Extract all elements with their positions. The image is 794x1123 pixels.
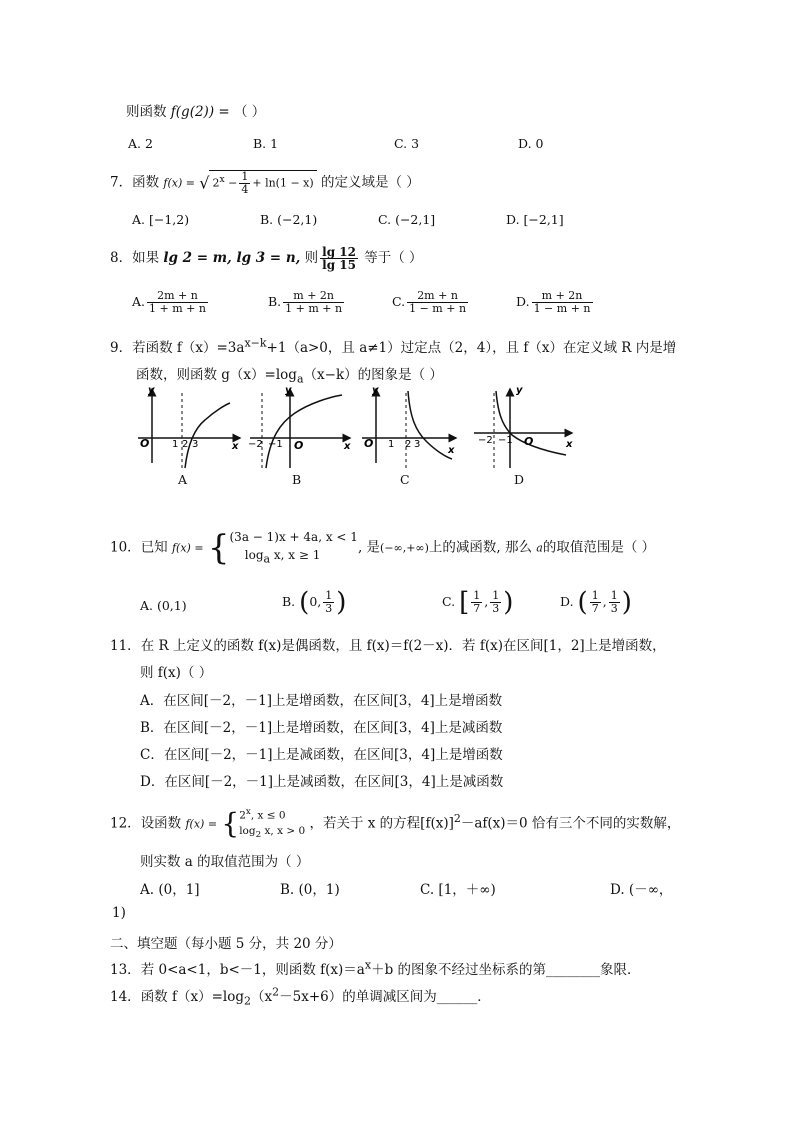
q7-stem-b: 的定义域是（ ） [320, 174, 420, 191]
q8-option-d [516, 290, 595, 315]
q11-option-a: A．在区间[－2，－1]上是增函数，在区间[3，4]上是增函数 [140, 693, 503, 709]
q8-frac-n: lg 12 [322, 245, 356, 259]
q10-option-c: C. [ $\frac{1}{7}$ , $\frac{1}{3}$ ) [442, 587, 514, 618]
q11-option-b: B．在区间[－2，－1]上是增函数，在区间[3，4]上是减函数 [140, 720, 503, 736]
svg-text:3: 3 [414, 439, 421, 450]
q10-option-d-label: D. [560, 594, 574, 609]
q13-text: 若 0<a<1，b<－1，则函数 f(x)＝a [140, 962, 365, 978]
q7-option-d: D. [−2,1] [506, 212, 564, 227]
q10-d2-d: 3 [610, 602, 618, 615]
q11-option-d: D．在区间[－2，－1]上是减函数，在区间[3，4]上是减函数 [140, 774, 504, 790]
q10-option-b-label: B. [282, 594, 296, 609]
svg-text:x: x [232, 441, 239, 452]
q8-option-b-n: m + 2n [283, 290, 344, 303]
q8-option-b [268, 290, 346, 315]
q9-line2a: 函数，则函数 g（x）=log [136, 367, 297, 383]
q8-option-b-d: 1 + m + n [285, 302, 343, 315]
q8-condition: lg 2 = m, lg 3 = n, [163, 250, 301, 266]
q6-option-b: B. 1 [253, 136, 279, 151]
graph-a [138, 385, 240, 468]
q7-option-b: B. (−2,1) [260, 212, 318, 227]
graph-d [474, 385, 573, 468]
q7-frac [239, 171, 250, 196]
q10-case2-sub: a [263, 552, 271, 566]
graph-label-a: A [178, 472, 188, 487]
q14-number: 14． [110, 989, 141, 1005]
q8-option-c-frac [407, 290, 468, 315]
q10-b-n: 1 [325, 589, 333, 602]
q9-line1b: +1（a>0，且 a≠1）过定点（2，4），且 f（x）在定义域 R 内是增 [266, 340, 677, 356]
q11-option-c: C．在区间[－2，－1]上是减函数，在区间[3，4]上是增函数 [140, 747, 503, 763]
q8-stem-a: 如果 [132, 250, 160, 266]
svg-text:−1: −1 [498, 435, 513, 446]
q13-sup: x [364, 958, 372, 972]
q11-line1-text: 在 R 上定义的函数 f(x)是偶函数，且 f(x)＝f(2－x)．若 f(x)在区间[1，2]上是增函数， [140, 638, 666, 654]
q8-stem-b: 则 [304, 250, 319, 266]
q11-line2: 则 f(x)（ ） [140, 665, 213, 681]
q12-option-b: B. (0，1) [280, 882, 340, 898]
q8-option-d-d: 1 − m + n [533, 302, 591, 315]
q10-option-d: D. ( $\frac{1}{7}$ , $\frac{1}{3}$ ) [560, 587, 632, 618]
q7-root-c: − [228, 176, 238, 190]
q10-d-frac2 [609, 590, 620, 615]
q10-b-d: 3 [325, 602, 333, 615]
q12-line2: 则实数 a 的取值范围为（ ） [140, 854, 310, 870]
q7-expr: f(x) = [163, 176, 195, 190]
q14-text2: （x [251, 989, 273, 1005]
q10-c1-d: 7 [473, 602, 481, 615]
svg-text:2: 2 [405, 439, 412, 450]
q10-stem-c: 上的减函数, 那么 [428, 539, 532, 556]
graph-label-d: D [514, 472, 525, 487]
q8-option-d-frac [532, 290, 593, 315]
q12-case1: 2 [239, 809, 246, 822]
q9-number: 9． [110, 340, 133, 356]
q10-c-frac1 [471, 590, 482, 615]
svg-text:O: O [524, 435, 534, 448]
q12-option-d: D. (－∞， [610, 882, 673, 898]
q14-text: 函数 f（x）=log [140, 989, 244, 1005]
q12-case1b: , x ≤ 0 [250, 809, 286, 822]
q7-root-b: x [219, 173, 225, 185]
q7-frac-d: 4 [241, 183, 249, 196]
q8-option-a-frac [147, 290, 208, 315]
q12-option-c: C. [1，＋∞) [420, 882, 496, 898]
q13-text2: ＋b 的图象不经过坐标系的第________象限． [371, 962, 641, 978]
svg-text:y: y [148, 385, 155, 396]
q10-stem-d: 的取值范围是（ ） [542, 539, 656, 556]
svg-text:O: O [294, 439, 304, 452]
q12-case1-sup: x [245, 807, 251, 817]
q10-case2b: x, x ≥ 1 [270, 548, 321, 562]
q6-option-d: D. 0 [518, 136, 544, 151]
q14-sup: 2 [272, 985, 280, 999]
q10-expr: f(x) = [171, 541, 204, 555]
svg-text:x: x [344, 441, 351, 452]
svg-text:−1: −1 [268, 439, 283, 450]
q13-number: 13． [110, 962, 141, 978]
graph-b [248, 385, 351, 468]
q10-stem-a: 已知 [140, 539, 168, 556]
q10-option-b-frac [323, 590, 334, 615]
q8-option-c-d: 1 − m + n [409, 302, 467, 315]
q9-sup: x−k [244, 336, 267, 350]
svg-text:y: y [285, 385, 292, 396]
q11-line1 [110, 634, 666, 654]
q13 [110, 958, 641, 978]
q10-c2-n: 1 [492, 589, 500, 602]
svg-text:x: x [448, 445, 455, 456]
svg-text:y: y [372, 385, 379, 396]
q12-sup2: 2 [453, 811, 461, 825]
q12-case2-sub: 2 [255, 829, 262, 840]
svg-text:2: 2 [182, 439, 189, 450]
q12-number: 12． [110, 815, 141, 832]
q12-cases [239, 805, 305, 843]
q10-d-frac1 [590, 590, 601, 615]
q9-line1a: 若函数 f（x）=3a [132, 340, 245, 356]
q6-option-c: C. 3 [394, 136, 420, 151]
q10-case1: (3a − 1)x + 4a, x < 1 [229, 530, 358, 544]
q6-tail: （ ） [234, 104, 266, 120]
q8-option-a-n: 2m + n [147, 290, 208, 303]
q7-stem: 7．函数 f(x) = √ 2$^x$ − $\frac{1}{4}$ + ln(1 − x) 的定义域是（ ） [110, 170, 420, 196]
q10-c1-n: 1 [473, 589, 481, 602]
q12-stem: 12．设函数 f(x) = {2$^x$, x ≤ 0 $\log_2 x$, x > 0 ，若关于 x 的方程$[f(x)]^2-af(x)=0$ 恰有三个不同的实数解， [110, 805, 680, 843]
q8-option-c [392, 290, 470, 315]
q14 [110, 985, 491, 1008]
q10-d1-n: 1 [591, 589, 599, 602]
q12-case2b: x, x > 0 [261, 824, 306, 837]
q10-d1-d: 7 [591, 602, 599, 615]
q8-frac-d: lg 15 [322, 258, 356, 272]
q11-number: 11． [110, 638, 141, 654]
q7-root-d: + ln(1 − x) [252, 176, 314, 190]
q12-case2: log [239, 824, 256, 837]
q7-root-a: 2 [212, 176, 220, 190]
q10-var: a [536, 541, 543, 555]
q8-stem [110, 246, 423, 271]
q10-stem: 10．已知 f(x) = {(3a − 1)x + 4a, x < 1 $\log_a x$, x ≥ 1 , 是(−∞,+∞)上的减函数, 那么 a的取值范围是（ ） [110, 528, 656, 569]
q8-option-b-frac [283, 290, 344, 315]
q8-option-c-label: C. [392, 294, 406, 309]
q7-option-c: C. (−2,1] [378, 212, 436, 227]
q12-stem-c: －af(x)＝0 恰有三个不同的实数解， [460, 815, 681, 832]
q14-text3: －5x+6）的单调减区间为______． [279, 989, 491, 1005]
svg-text:O: O [140, 437, 150, 450]
q8-option-a [132, 290, 210, 315]
q12-stem-b: ，若关于 x 的方程[f(x)] [309, 815, 454, 832]
q8-option-d-label: D. [516, 294, 530, 309]
q8-option-a-d: 1 + m + n [149, 302, 206, 315]
q6-stem [126, 100, 265, 120]
svg-text:−2: −2 [248, 439, 263, 450]
q14-sub: 2 [244, 994, 251, 1008]
q12-option-d-wrap: 1) [112, 905, 126, 921]
q10-c2-d: 3 [492, 602, 500, 615]
q10-interval: (−∞,+∞) [380, 541, 429, 555]
svg-text:3: 3 [192, 439, 199, 450]
q6-stem-text: 则函数 [126, 104, 167, 120]
q6-expr: f(g(2)) = [170, 104, 230, 120]
q7-frac-n: 1 [241, 170, 249, 183]
q10-option-c-label: C. [442, 594, 456, 609]
q8-option-a-label: A. [132, 294, 146, 309]
q10-case2: log [244, 548, 264, 562]
q10-option-b: B. (0, $\frac{1}{3}$ ) [282, 587, 347, 618]
section-2-heading: 二、填空题（每小题 5 分，共 20 分） [110, 936, 342, 952]
graph-label-c: C [400, 472, 410, 487]
graph-c [362, 385, 456, 468]
q12-option-a: A. (0，1] [140, 882, 200, 898]
q9-line2b: （x−k）的图象是（ ） [303, 367, 443, 383]
q6-option-a: A. 2 [128, 136, 153, 151]
q9-line1 [110, 336, 676, 356]
q10-c-frac2 [490, 590, 501, 615]
q10-number: 10． [110, 539, 141, 556]
q7-option-a: A. [−1,2) [132, 212, 190, 227]
q8-number: 8． [110, 250, 133, 266]
q7-number: 7． [110, 174, 133, 191]
svg-text:x: x [566, 439, 573, 450]
q12-expr: f(x) = [185, 817, 218, 831]
q10-stem-b: , 是 [357, 539, 381, 556]
q10-option-a: A. (0,1) [140, 598, 187, 613]
svg-text:y: y [516, 385, 523, 396]
q12-stem-a: 设函数 [140, 815, 182, 832]
q10-cases [230, 528, 358, 568]
q7-stem-a: 函数 [132, 174, 160, 191]
graph-label-b: B [292, 472, 302, 487]
svg-text:O: O [364, 437, 374, 450]
q9-sub: a [296, 372, 304, 386]
q8-frac [320, 246, 358, 271]
q8-stem-c: 等于（ ） [364, 250, 423, 266]
q10-d2-n: 1 [610, 589, 618, 602]
q8-option-c-n: 2m + n [407, 290, 468, 303]
svg-text:−2: −2 [478, 435, 493, 446]
q8-option-d-n: m + 2n [532, 290, 593, 303]
q10-option-b-left: 0, [309, 594, 322, 609]
q7-radical [209, 170, 316, 196]
svg-text:1: 1 [388, 439, 395, 450]
q8-option-b-label: B. [268, 294, 282, 309]
svg-text:1: 1 [172, 439, 179, 450]
